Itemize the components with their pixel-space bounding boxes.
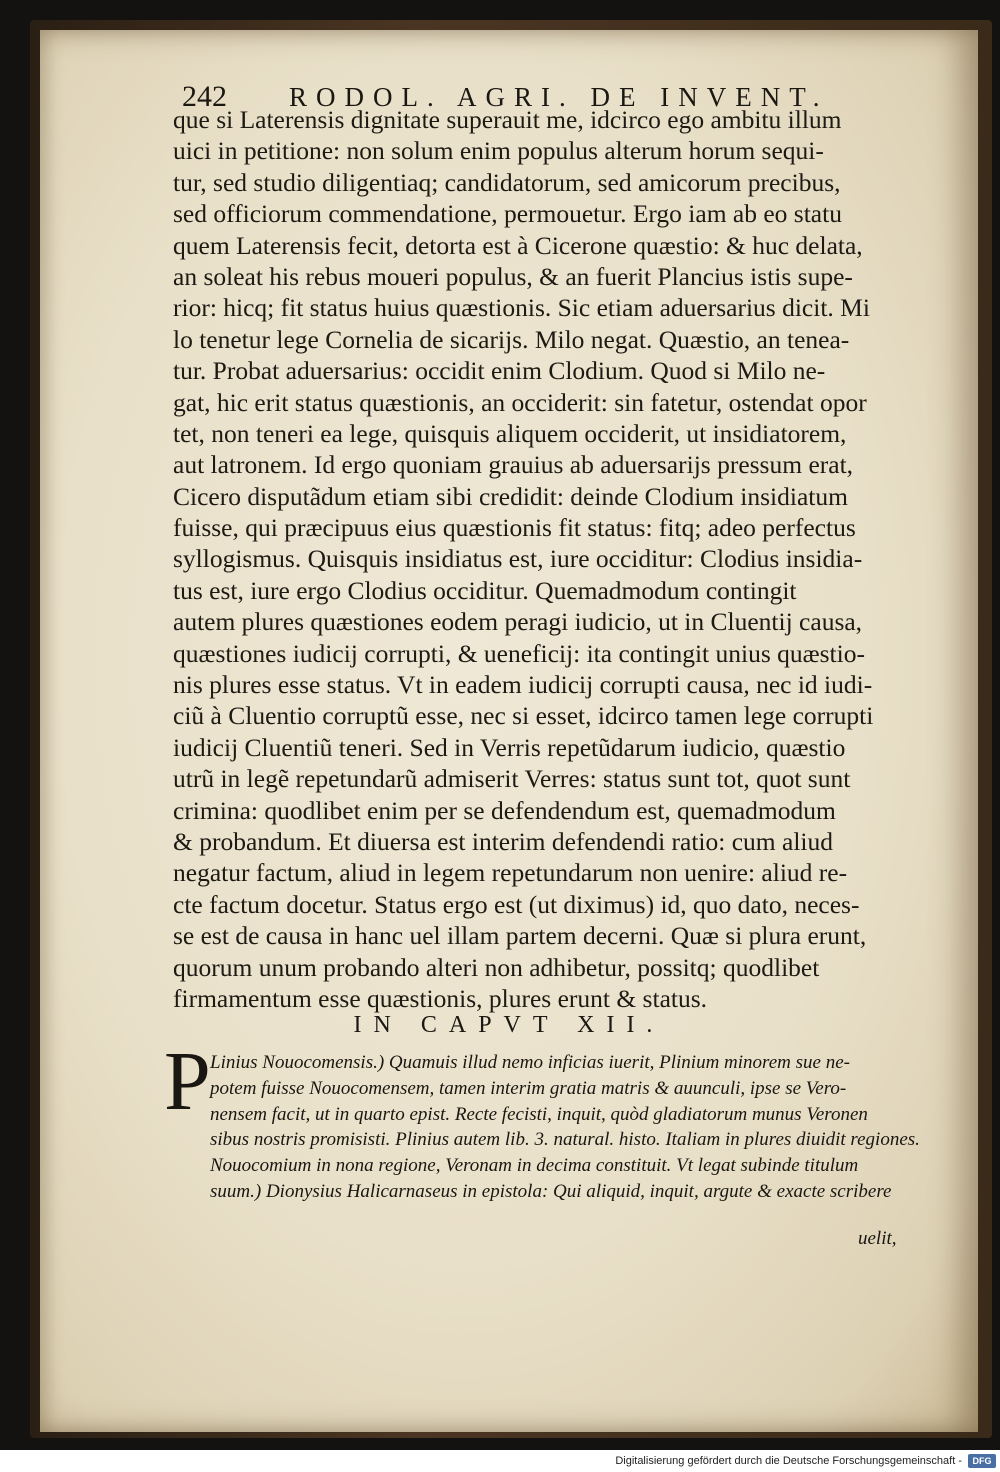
commentary-line: sibus nostris promisisti. Plinius autem lib. 3. natural. histo. Italiam in plures diuidit regiones. (210, 1129, 920, 1151)
text-line: iudicij Cluentiũ teneri. Sed in Verris repetũdarum iudicio, quæstio (173, 732, 846, 762)
text-line: nis plures esse status. Vt in eadem iudicij corrupti causa, nec id iudi- (173, 670, 873, 700)
running-title: RODOL. AGRI. DE INVENT. (289, 82, 829, 112)
catchword: uelit, (858, 1228, 897, 1249)
text-line: fuisse, qui præcipuus eius quæstionis fit status: fitq; adeo perfectus (173, 513, 856, 543)
funding-notice: Digitalisierung gefördert durch die Deutsche Forschungsgemeinschaft - (615, 1455, 962, 1467)
commentary-line: nensem facit, ut in quarto epist. Recte fecisti, inquit, quòd gladiatorum munus Veronen (210, 1103, 868, 1125)
text-line: gat, hic erit status quæstionis, an occiderit: sin fatetur, ostendat opor (173, 387, 867, 417)
text-line: an soleat his rebus moueri populus, & an fuerit Plancius istis supe- (173, 261, 853, 291)
text-line: crimina: quodlibet enim per se defendendum est, quemadmodum (173, 795, 836, 825)
footer-bar (0, 1450, 1000, 1472)
text-line: negatur factum, aliud in legem repetundarum non uenire: aliud re- (173, 858, 848, 888)
commentary-line: Nouocomium in nona regione, Veronam in decima constituit. Vt legat subinde titulum (210, 1155, 859, 1177)
commentary-line: suum.) Dionysius Halicarnaseus in epistola: Qui aliquid, inquit, argute & exacte scribere (210, 1180, 892, 1202)
commentary-block (210, 1050, 936, 1205)
text-line: tur. Probat aduersarius: occidit enim Clodium. Quod si Milo ne- (173, 356, 826, 386)
text-line: tur, sed studio diligentiaq; candidatorum, sed amicorum precibus, (173, 167, 841, 197)
text-line: que si Laterensis dignitate superauit me, idcirco ego ambitu illum (173, 105, 842, 134)
text-line: quorum unum probando alteri non adhibetur, possitq; quodlibet (173, 952, 820, 982)
commentary-line: Linius Nouocomensis.) Quamuis illud nemo inficias iuerit, Plinium minorem sue ne- (210, 1052, 850, 1073)
text-line: rior: hicq; fit status huius quæstionis. Sic etiam aduersarius dicit. Mi (173, 293, 870, 323)
text-line: & probandum. Et diuersa est interim defendendi ratio: cum aliud (173, 826, 833, 856)
text-line: tet, non teneri ea lege, quisquis aliquem occiderit, ut insidiatorem, (173, 418, 847, 448)
text-line: se est de causa in hanc uel illam partem decerni. Quæ si plura erunt, (173, 921, 867, 951)
text-line: Cicero disputãdum etiam sibi credidit: deinde Clodium insidiatum (173, 481, 848, 511)
text-line: utrũ in legẽ repetundarũ admiserit Verres: status sunt tot, quot sunt (173, 764, 851, 794)
main-text-block (173, 104, 893, 1014)
text-line: lo tenetur lege Cornelia de sicarijs. Milo negat. Quæstio, an tenea- (173, 324, 850, 354)
text-line: ciũ à Cluentio corruptũ esse, nec si esset, idcirco tamen lege corrupti (173, 701, 874, 731)
book-page (40, 30, 978, 1432)
commentary-line: potem fuisse Nouocomensem, tamen interim gratia matris & auunculi, ipse se Vero- (210, 1077, 847, 1099)
text-line: quem Laterensis fecit, detorta est à Cicerone quæstio: & huc delata, (173, 230, 863, 260)
drop-capital: P (164, 1035, 211, 1128)
text-line: sed officiorum commendatione, permouetur. Ergo iam ab eo statu (173, 199, 842, 229)
dfg-logo-icon: DFG (968, 1454, 996, 1468)
text-line: cte factum docetur. Status ergo est (ut diximus) id, quo dato, neces- (173, 889, 860, 919)
text-line: aut latronem. Id ergo quoniam grauius ab aduersarijs pressum erat, (173, 450, 854, 480)
text-line: tus est, iure ergo Clodius occiditur. Quemadmodum contingit (173, 575, 797, 605)
text-line: syllogismus. Quisquis insidiatus est, iure occiditur: Clodius insidia- (173, 544, 863, 574)
chapter-heading: IN CAPVT XII. (353, 1012, 665, 1038)
text-line: firmamentum esse quæstionis, plures erunt & status. (173, 983, 708, 1013)
text-line: quæstiones iudicij corrupti, & ueneficij: ita contingit unius quæstio- (173, 638, 865, 668)
text-line: autem plures quæstiones eodem peragi iudicio, ut in Cluentij causa, (173, 607, 863, 637)
text-line: uici in petitione: non solum enim populus alterum horum sequi- (173, 136, 824, 166)
page-number: 242 (182, 80, 227, 113)
